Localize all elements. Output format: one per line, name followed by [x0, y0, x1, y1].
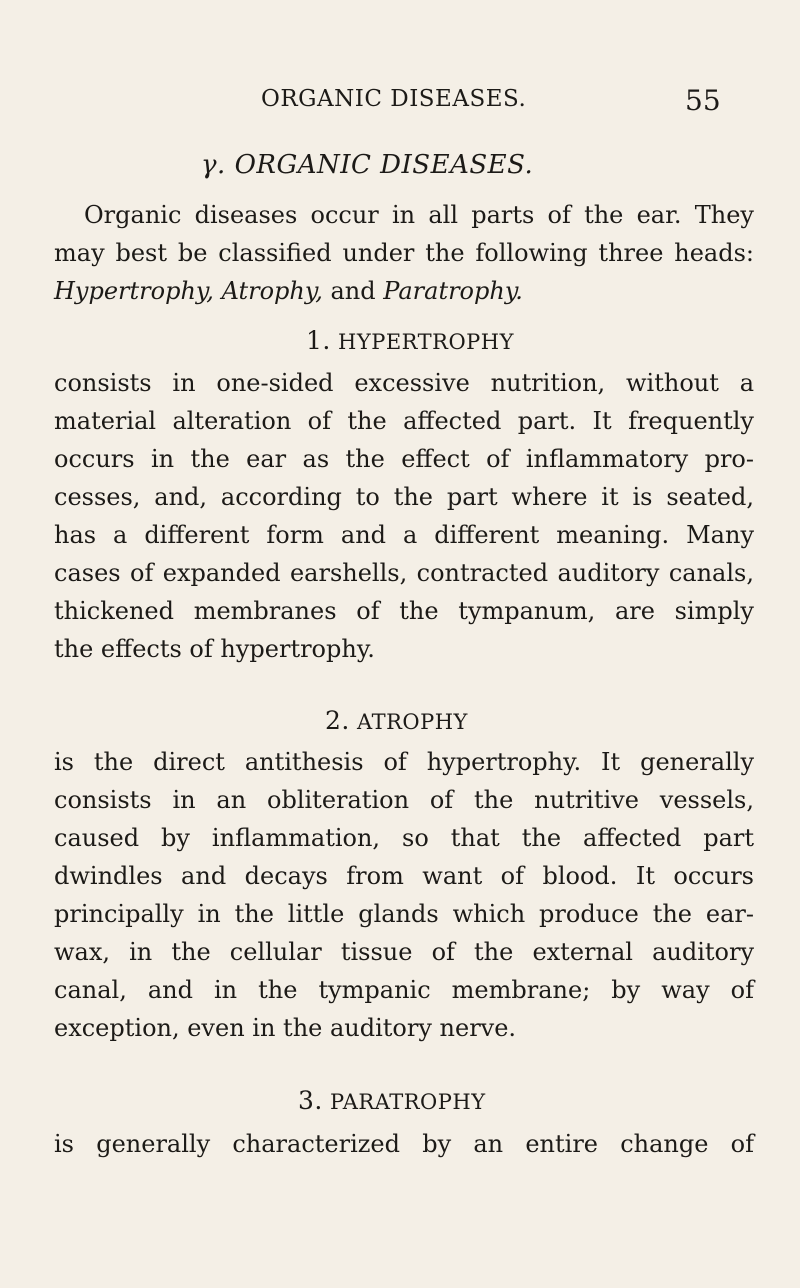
- text-line: principally in the little glands which produce the ear-: [54, 900, 754, 928]
- text-line: is generally characterized by an entire change of: [54, 1130, 754, 1158]
- subsection-title: HYPERTROPHY: [338, 330, 514, 354]
- page-number: 55: [685, 84, 721, 117]
- subsection-title: ATROPHY: [357, 710, 468, 734]
- subsection-heading-paratrophy: [298, 1086, 486, 1115]
- subsection-heading-atrophy: [325, 706, 468, 735]
- text-line: cases of expanded earshells, contracted auditory canals,: [54, 559, 754, 587]
- text-line: [54, 272, 754, 310]
- text-line: canal, and in the tympanic membrane; by way of: [54, 976, 754, 1004]
- hypertrophy-paragraph: [54, 364, 754, 668]
- subsection-title: PARATROPHY: [330, 1090, 486, 1114]
- text-line: wax, in the cellular tissue of the external auditory: [54, 938, 754, 966]
- text-line: is the direct antithesis of hypertrophy. It generally: [54, 748, 754, 776]
- text-line: thickened membranes of the tympanum, are simply: [54, 597, 754, 625]
- term-hypertrophy: Hypertrophy,: [54, 277, 214, 305]
- subsection-number: 3.: [298, 1086, 323, 1115]
- text-line: exception, even in the auditory nerve.: [54, 1014, 517, 1042]
- text-line: Organic diseases occur in all parts of the ear. They: [84, 201, 754, 229]
- text-line: occurs in the ear as the effect of inflammatory pro-: [54, 445, 754, 473]
- text-line: may best be classified under the following three heads:: [54, 239, 754, 267]
- paratrophy-paragraph: [54, 1125, 754, 1163]
- subsection-number: 2.: [325, 706, 350, 735]
- section-title: γ. ORGANIC DISEASES.: [201, 150, 534, 180]
- atrophy-paragraph: [54, 743, 754, 1047]
- text-line: consists in one-sided excessive nutrition, without a: [54, 369, 754, 397]
- text-line: consists in an obliteration of the nutritive vessels,: [54, 786, 754, 814]
- subsection-heading-hypertrophy: [306, 326, 514, 355]
- term-atrophy: Atrophy,: [221, 277, 323, 305]
- text-line: dwindles and decays from want of blood. It occurs: [54, 862, 754, 890]
- text-line: the effects of hypertrophy.: [54, 635, 375, 663]
- conjunction: and: [330, 277, 376, 305]
- text-line: material alteration of the affected part. It frequently: [54, 407, 754, 435]
- running-head: ORGANIC DISEASES.: [261, 86, 527, 112]
- text-line: caused by inflammation, so that the affected part: [54, 824, 754, 852]
- text-line: has a different form and a different meaning. Many: [54, 521, 754, 549]
- intro-paragraph: [54, 196, 754, 310]
- text-line: cesses, and, according to the part where it is seated,: [54, 483, 754, 511]
- subsection-number: 1.: [306, 326, 331, 355]
- term-paratrophy: Paratrophy.: [383, 277, 523, 305]
